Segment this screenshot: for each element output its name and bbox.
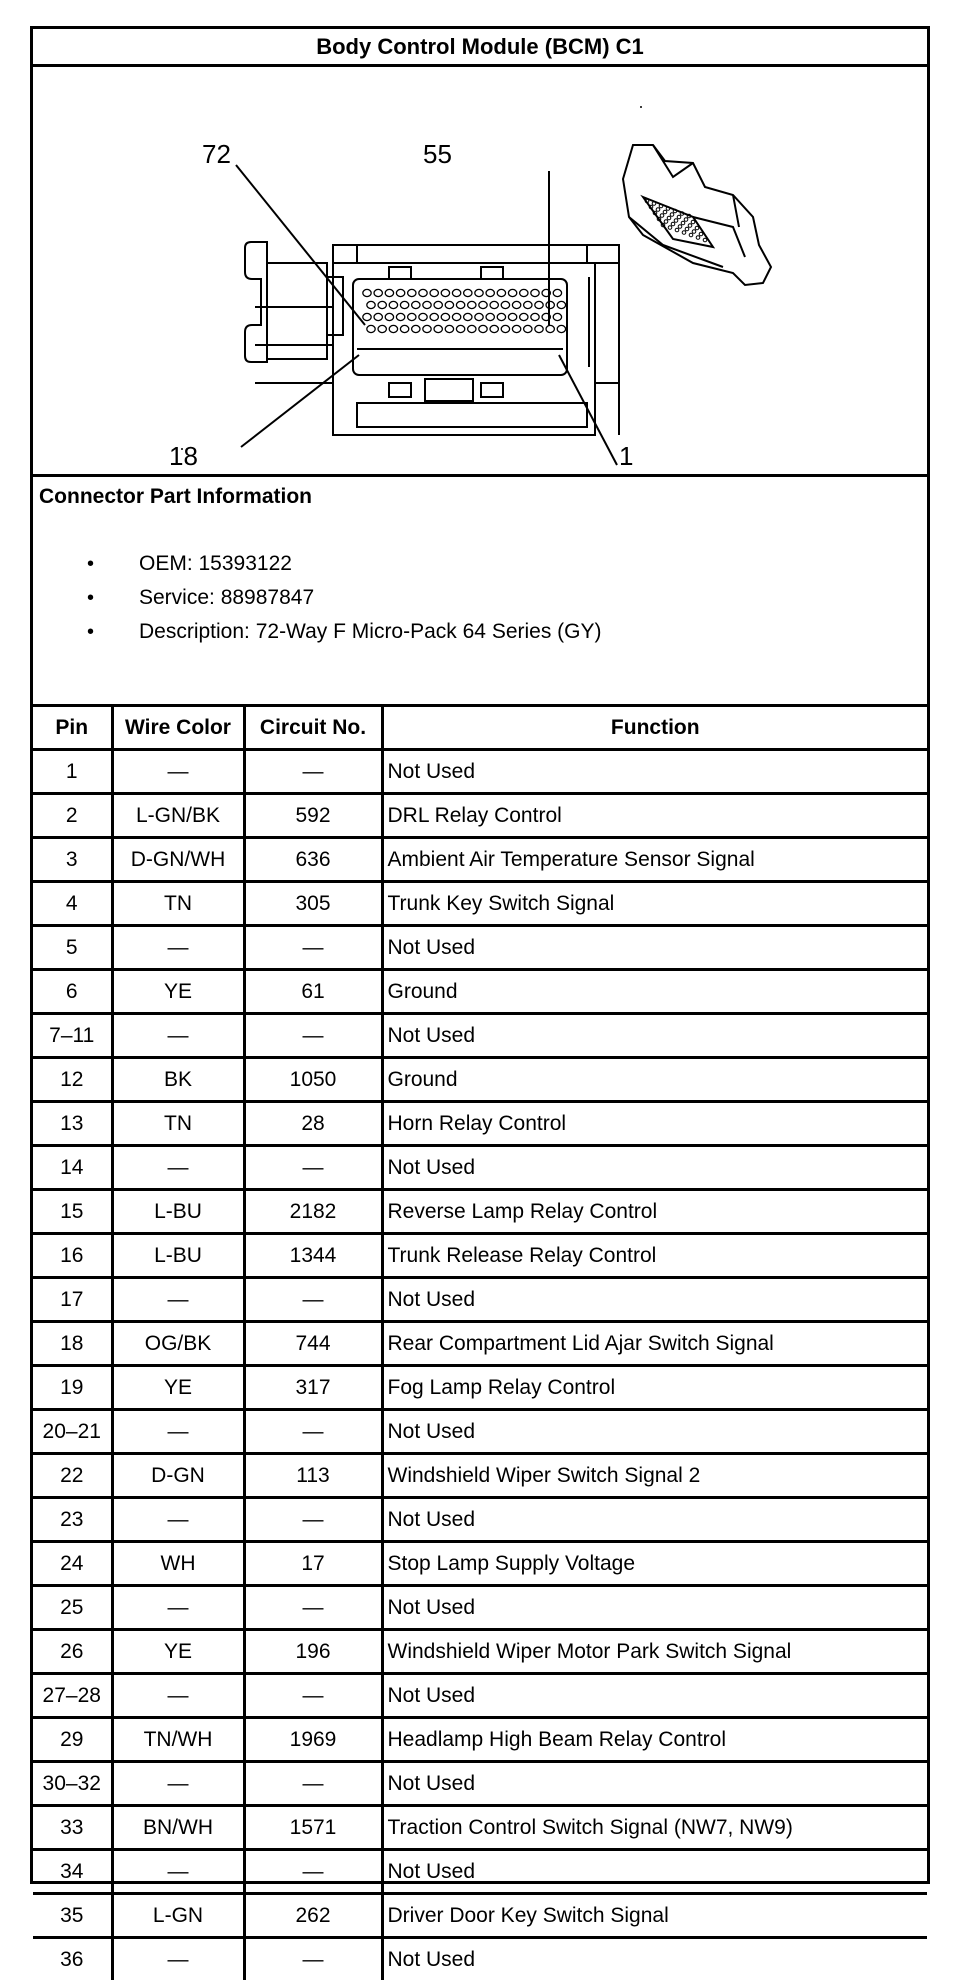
pin-cavity: [378, 301, 386, 308]
bullet-icon: •: [87, 547, 94, 581]
circuit-no-cell: 17: [244, 1542, 382, 1586]
wire-color-cell: TN: [112, 882, 244, 926]
pin-cavity: [408, 289, 416, 296]
pin-cell: 20–21: [33, 1410, 112, 1454]
pin-cell: 34: [33, 1850, 112, 1894]
table-row: [33, 1146, 927, 1190]
pin-cavity: [557, 301, 565, 308]
wire-color-cell: —: [112, 1410, 244, 1454]
function-cell: Not Used: [382, 1674, 927, 1718]
table-row: [33, 882, 927, 926]
wire-color-cell: —: [112, 1278, 244, 1322]
circuit-no-cell: 317: [244, 1366, 382, 1410]
pin-cavity: [423, 325, 431, 332]
pin-cell: 29: [33, 1718, 112, 1762]
pin-cavity: [367, 301, 375, 308]
pin-cavity: [468, 325, 476, 332]
pin-cavity: [531, 313, 539, 320]
callout-pin-18: 18: [169, 441, 198, 471]
table-row: [33, 794, 927, 838]
pin-cell: 17: [33, 1278, 112, 1322]
iso-pin-cavity: [664, 220, 668, 224]
callout-pin-55: 55: [423, 139, 452, 169]
circuit-no-cell: 2182: [244, 1190, 382, 1234]
iso-pin-cavity: [691, 220, 695, 224]
table-row: [33, 1674, 927, 1718]
function-cell: Not Used: [382, 1410, 927, 1454]
wire-color-cell: WH: [112, 1542, 244, 1586]
pin-cavity: [497, 289, 505, 296]
circuit-no-cell: 1344: [244, 1234, 382, 1278]
pin-cell: 1: [33, 750, 112, 794]
pin-cell: 6: [33, 970, 112, 1014]
pin-cell: 24: [33, 1542, 112, 1586]
pin-cavity: [396, 313, 404, 320]
connector-diagram: [33, 67, 927, 477]
list-item: [33, 581, 602, 615]
table-row: [33, 1410, 927, 1454]
circuit-no-cell: —: [244, 1762, 382, 1806]
wire-color-cell: D-GN: [112, 1454, 244, 1498]
iso-pin-cavity: [670, 213, 674, 217]
circuit-no-cell: —: [244, 1850, 382, 1894]
pin-cavity: [479, 301, 487, 308]
bullet-icon: •: [87, 615, 94, 649]
pin-cavity: [456, 301, 464, 308]
iso-pin-cavity: [692, 230, 696, 234]
circuit-no-cell: 636: [244, 838, 382, 882]
pin-cavity: [501, 325, 509, 332]
pin-cavity: [389, 301, 397, 308]
table-row: [33, 750, 927, 794]
wire-color-cell: YE: [112, 970, 244, 1014]
table-row: [33, 1454, 927, 1498]
wire-color-cell: —: [112, 1586, 244, 1630]
pin-cavity: [400, 301, 408, 308]
connector-description: Description: 72-Way F Micro-Pack 64 Series (GY): [139, 620, 602, 643]
table-row: [33, 1850, 927, 1894]
pin-cell: 35: [33, 1894, 112, 1938]
function-cell: Traction Control Switch Signal (NW7, NW9): [382, 1806, 927, 1850]
wire-color-cell: BN/WH: [112, 1806, 244, 1850]
pin-cavity: [396, 289, 404, 296]
iso-pin-cavity: [682, 231, 686, 235]
callout-pin-1: 1: [619, 441, 633, 471]
pin-cavity: [508, 289, 516, 296]
pin-cell: 3: [33, 838, 112, 882]
pin-cavity: [374, 289, 382, 296]
pin-cavity: [486, 313, 494, 320]
function-cell: Horn Relay Control: [382, 1102, 927, 1146]
part-info-heading: Connector Part Information: [39, 485, 312, 509]
wire-color-cell: L-GN: [112, 1894, 244, 1938]
service-number: Service: 88987847: [139, 586, 314, 609]
header-pin: Pin: [33, 707, 112, 750]
pin-cavity: [445, 325, 453, 332]
function-cell: Not Used: [382, 926, 927, 970]
pin-cell: 33: [33, 1806, 112, 1850]
iso-pin-cavity: [685, 227, 689, 231]
pin-cavity: [524, 325, 532, 332]
pin-cavity: [430, 289, 438, 296]
pin-cavity: [389, 325, 397, 332]
function-cell: Not Used: [382, 750, 927, 794]
table-row: [33, 1806, 927, 1850]
pin-cavity: [553, 289, 561, 296]
iso-pin-cavity: [678, 225, 682, 229]
pin-cell: 19: [33, 1366, 112, 1410]
table-row: [33, 1498, 927, 1542]
pin-cell: 14: [33, 1146, 112, 1190]
table-row: [33, 838, 927, 882]
pin-cavity: [363, 313, 371, 320]
table-row: [33, 1894, 927, 1938]
pin-cavity: [400, 325, 408, 332]
circuit-no-cell: 744: [244, 1322, 382, 1366]
circuit-no-cell: —: [244, 1278, 382, 1322]
pin-cavity: [419, 313, 427, 320]
function-cell: Fog Lamp Relay Control: [382, 1366, 927, 1410]
pin-cavity: [490, 301, 498, 308]
pin-cavity: [385, 289, 393, 296]
wire-color-cell: —: [112, 1014, 244, 1058]
circuit-no-cell: —: [244, 1674, 382, 1718]
iso-pin-cavity: [674, 219, 678, 223]
circuit-no-cell: —: [244, 1938, 382, 1980]
table-row: [33, 1190, 927, 1234]
iso-pin-cavity: [668, 226, 672, 230]
iso-pin-cavity: [703, 238, 707, 242]
function-cell: DRL Relay Control: [382, 794, 927, 838]
pin-cell: 15: [33, 1190, 112, 1234]
iso-pin-cavity: [663, 210, 667, 214]
pin-cavity: [363, 289, 371, 296]
table-header-row: [33, 707, 927, 750]
iso-pin-cavity: [699, 232, 703, 236]
connector-sheet: [30, 26, 930, 1884]
pin-cavity: [546, 301, 554, 308]
pin-cavity: [412, 301, 420, 308]
wire-color-cell: —: [112, 1498, 244, 1542]
circuit-no-cell: —: [244, 1410, 382, 1454]
pin-cavity: [475, 313, 483, 320]
circuit-no-cell: 196: [244, 1630, 382, 1674]
wire-color-cell: —: [112, 1938, 244, 1980]
pin-cavity: [441, 289, 449, 296]
pin-cell: 12: [33, 1058, 112, 1102]
pin-cell: 23: [33, 1498, 112, 1542]
wire-color-cell: —: [112, 750, 244, 794]
function-cell: Trunk Key Switch Signal: [382, 882, 927, 926]
pin-cavity: [475, 289, 483, 296]
pin-cavity: [423, 301, 431, 308]
pin-cavity: [464, 289, 472, 296]
pin-cavity: [520, 289, 528, 296]
pin-cavity: [430, 313, 438, 320]
function-cell: Headlamp High Beam Relay Control: [382, 1718, 927, 1762]
iso-pin-cavity: [696, 236, 700, 240]
circuit-no-cell: —: [244, 1498, 382, 1542]
table-row: [33, 1542, 927, 1586]
table-row: [33, 970, 927, 1014]
list-item: [33, 547, 602, 581]
pin-cavity: [535, 325, 543, 332]
circuit-no-cell: —: [244, 750, 382, 794]
circuit-no-cell: 1050: [244, 1058, 382, 1102]
function-cell: Reverse Lamp Relay Control: [382, 1190, 927, 1234]
table-row: [33, 1322, 927, 1366]
iso-pin-cavity: [667, 216, 671, 220]
circuit-no-cell: 28: [244, 1102, 382, 1146]
pin-cell: 36: [33, 1938, 112, 1980]
connector-drawing: [33, 67, 927, 477]
circuit-no-cell: —: [244, 926, 382, 970]
pinout-table: [33, 707, 927, 1980]
wire-color-cell: —: [112, 926, 244, 970]
connector-part-information: [33, 477, 927, 707]
function-cell: Not Used: [382, 1938, 927, 1980]
pin-cavity: [486, 289, 494, 296]
circuit-no-cell: —: [244, 1586, 382, 1630]
pin-cavity: [367, 325, 375, 332]
callout-pin-72: 72: [202, 139, 231, 169]
circuit-no-cell: 113: [244, 1454, 382, 1498]
pin-cavity: [535, 301, 543, 308]
iso-pin-cavity: [684, 218, 688, 222]
function-cell: Not Used: [382, 1278, 927, 1322]
table-row: [33, 1102, 927, 1146]
function-cell: Rear Compartment Lid Ajar Switch Signal: [382, 1322, 927, 1366]
function-cell: Not Used: [382, 1586, 927, 1630]
function-cell: Ambient Air Temperature Sensor Signal: [382, 838, 927, 882]
wire-color-cell: TN: [112, 1102, 244, 1146]
wire-color-cell: TN/WH: [112, 1718, 244, 1762]
pin-cell: 25: [33, 1586, 112, 1630]
table-row: [33, 1718, 927, 1762]
pin-cavity: [378, 325, 386, 332]
table-row: [33, 1938, 927, 1980]
wire-color-cell: —: [112, 1146, 244, 1190]
pin-cavity: [490, 325, 498, 332]
function-cell: Trunk Release Relay Control: [382, 1234, 927, 1278]
part-info-list: [33, 547, 602, 649]
table-row: [33, 1058, 927, 1102]
pin-cavity: [553, 313, 561, 320]
pin-cavity: [385, 313, 393, 320]
function-cell: Driver Door Key Switch Signal: [382, 1894, 927, 1938]
circuit-no-cell: —: [244, 1146, 382, 1190]
pin-cavity: [441, 313, 449, 320]
wire-color-cell: L-BU: [112, 1190, 244, 1234]
wire-color-cell: —: [112, 1762, 244, 1806]
function-cell: Windshield Wiper Motor Park Switch Signal: [382, 1630, 927, 1674]
iso-pin-cavity: [660, 214, 664, 218]
pin-cavity: [508, 313, 516, 320]
function-cell: Stop Lamp Supply Voltage: [382, 1542, 927, 1586]
pin-cavity: [512, 301, 520, 308]
table-row: [33, 1014, 927, 1058]
table-row: [33, 1366, 927, 1410]
wire-color-cell: —: [112, 1850, 244, 1894]
pin-cell: 26: [33, 1630, 112, 1674]
table-row: [33, 1762, 927, 1806]
list-item: [33, 615, 602, 649]
wire-color-cell: L-GN/BK: [112, 794, 244, 838]
pin-cavities: [363, 289, 566, 332]
circuit-no-cell: —: [244, 1014, 382, 1058]
table-row: [33, 1630, 927, 1674]
pin-cell: 4: [33, 882, 112, 926]
pin-cell: 16: [33, 1234, 112, 1278]
pin-cell: 22: [33, 1454, 112, 1498]
pin-cavity: [445, 301, 453, 308]
table-row: [33, 926, 927, 970]
pin-cavity: [464, 313, 472, 320]
connector-iso-view: [623, 145, 771, 285]
table-row: [33, 1278, 927, 1322]
wire-color-cell: L-BU: [112, 1234, 244, 1278]
pin-cavity: [412, 325, 420, 332]
pin-cavity: [419, 289, 427, 296]
table-row: [33, 1234, 927, 1278]
iso-pin-cavity: [695, 226, 699, 230]
table-row: [33, 1586, 927, 1630]
wire-color-cell: YE: [112, 1630, 244, 1674]
pin-cell: 30–32: [33, 1762, 112, 1806]
pin-cavity: [479, 325, 487, 332]
circuit-no-cell: 262: [244, 1894, 382, 1938]
iso-pin-cavity: [677, 215, 681, 219]
pin-cavity: [434, 301, 442, 308]
function-cell: Not Used: [382, 1850, 927, 1894]
pin-cavity: [501, 301, 509, 308]
function-cell: Ground: [382, 970, 927, 1014]
circuit-no-cell: 305: [244, 882, 382, 926]
iso-pin-cavity: [671, 222, 675, 226]
pin-cavity: [374, 313, 382, 320]
pin-cell: 2: [33, 794, 112, 838]
pinout-table-body: [33, 750, 927, 1980]
pin-cavity: [520, 313, 528, 320]
pin-cell: 27–28: [33, 1674, 112, 1718]
pin-cavity: [512, 325, 520, 332]
header-circuit-no: Circuit No.: [244, 707, 382, 750]
iso-pin-cavity: [681, 221, 685, 225]
wire-color-cell: —: [112, 1674, 244, 1718]
pin-cell: 7–11: [33, 1014, 112, 1058]
page-title: Body Control Module (BCM) C1: [33, 29, 927, 67]
pin-cell: 13: [33, 1102, 112, 1146]
iso-pin-cavity: [689, 233, 693, 237]
function-cell: Ground: [382, 1058, 927, 1102]
iso-pin-cavity: [656, 208, 660, 212]
function-cell: Not Used: [382, 1014, 927, 1058]
oem-number: OEM: 15393122: [139, 552, 292, 575]
pin-cavity: [531, 289, 539, 296]
wire-color-cell: OG/BK: [112, 1322, 244, 1366]
iso-pin-cavity: [688, 224, 692, 228]
bullet-icon: •: [87, 581, 94, 615]
pin-cavity: [452, 313, 460, 320]
wire-color-cell: YE: [112, 1366, 244, 1410]
pin-cavity: [452, 289, 460, 296]
pin-cavity: [497, 313, 505, 320]
pin-cavity: [434, 325, 442, 332]
pin-cavity: [557, 325, 565, 332]
pin-cavity: [546, 325, 554, 332]
circuit-no-cell: 1571: [244, 1806, 382, 1850]
function-cell: Windshield Wiper Switch Signal 2: [382, 1454, 927, 1498]
wire-color-cell: D-GN/WH: [112, 838, 244, 882]
iso-pin-cavity: [675, 228, 679, 232]
circuit-no-cell: 592: [244, 794, 382, 838]
function-cell: Not Used: [382, 1498, 927, 1542]
pin-cell: 18: [33, 1322, 112, 1366]
pin-cavity: [524, 301, 532, 308]
pin-cavity: [456, 325, 464, 332]
header-function: Function: [382, 707, 927, 750]
circuit-no-cell: 61: [244, 970, 382, 1014]
pin-cavity: [468, 301, 476, 308]
wire-color-cell: BK: [112, 1058, 244, 1102]
circuit-no-cell: 1969: [244, 1718, 382, 1762]
pin-cell: 5: [33, 926, 112, 970]
function-cell: Not Used: [382, 1146, 927, 1190]
header-wire-color: Wire Color: [112, 707, 244, 750]
function-cell: Not Used: [382, 1762, 927, 1806]
pin-cavity: [408, 313, 416, 320]
